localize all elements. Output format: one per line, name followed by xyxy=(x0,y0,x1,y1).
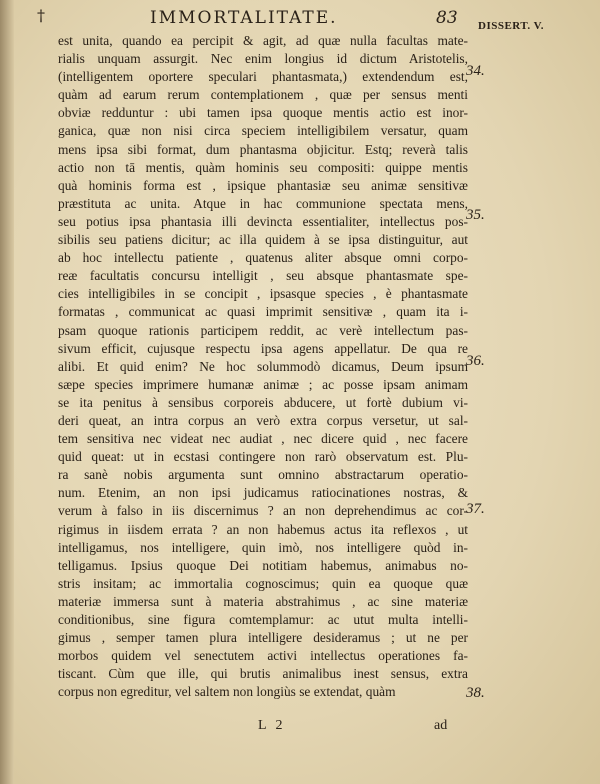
header-dagger-mark: † xyxy=(37,6,45,25)
text-line: psam quoque rationis participem reddit, ac verè intellectum pas- xyxy=(58,322,468,338)
text-line: rialis unquam assurgit. Nec enim longius id dictum Aristotelis, xyxy=(58,51,468,67)
text-line: præstituta ac unita. Atque in hac communione spectata mens, xyxy=(58,195,468,211)
text-line: ab hoc intellectu patiente , quatenus aliter absque omni corpo- xyxy=(58,250,468,266)
text-line: sibilis seu patiens dicitur; ac illa quidem à se ipsa distinguitur, aut xyxy=(58,232,468,248)
margin-paragraph-number: 34. xyxy=(466,63,485,79)
running-title: IMMORTALITATE. xyxy=(150,8,338,28)
margin-paragraph-number: 37. xyxy=(466,501,485,517)
text-line: cies intelligibiles in se concipit , ipsasque species , è phantasmate xyxy=(58,286,468,302)
margin-paragraph-number: 36. xyxy=(466,353,485,369)
text-line: quà hominis forma est , ipsique phantasiæ seu animæ sensitivæ xyxy=(58,177,468,193)
text-line: stris insitam; ac immortalia cognoscimus; quin ea quoque quæ xyxy=(58,575,468,591)
text-line: reæ facultatis concursu intelligit , seu absque phantasmate spe- xyxy=(58,268,468,284)
text-line: se ita penitus à sensibus corporeis abducere, ut fortè dubium vi- xyxy=(58,394,468,410)
text-line: tem sensitiva nec videat nec audiat , nec dicere quid , nec facere xyxy=(58,431,468,447)
text-line: rigimus in iisdem errata ? an non habemus actus ita reflexos , ut xyxy=(58,521,468,537)
text-line: deri queat, an intra corpus an verò extra corpus versetur, ut sal- xyxy=(58,412,468,428)
text-line: ra sanè nobis argumenta sunt omnino abstractarum operatio- xyxy=(58,467,468,483)
page-footer xyxy=(0,718,600,740)
margin-paragraph-number: 35. xyxy=(466,207,485,223)
dissertation-label: DISSERT. V. xyxy=(478,20,544,32)
text-line: gimus , semper tamen plura intelligere desideramus ; ut ne per xyxy=(58,630,468,646)
text-line: est unita, quando ea percipit & agit, ad quæ nulla facultas mate- xyxy=(58,33,468,48)
text-line: (intelligentem oportere speculari phantasmata,) extendendum est, xyxy=(58,69,468,85)
text-line: num. Etenim, an non ipsi judicamus ratiocinationes nostras, & xyxy=(58,485,468,501)
page-number: 83 xyxy=(436,8,458,28)
text-line: actio non tā mentis, quàm hominis seu compositi: quippe mentis xyxy=(58,159,468,175)
text-line: ganica, quæ non nisi circa speciem intelligibilem versatur, quam xyxy=(58,123,468,139)
text-line: morbos quidem vel senectutem activi intellectus operationes fa- xyxy=(58,648,468,664)
text-line: tiscant. Cùm que ille, qui brutis animalibus inest sensus, extra xyxy=(58,666,468,682)
body-text xyxy=(58,32,468,701)
text-line: quàm ad earum rerum contemplationem , quæ per sensus menti xyxy=(58,87,468,103)
text-line: quid queat: ut in ecstasi contingere non rarò observatum est. Plu- xyxy=(58,449,468,465)
text-line: sæpe species imprimere humanæ animæ ; ac posse ipsam animam xyxy=(58,376,468,392)
text-line: seu potius ipsa phantasia illi devincta essentialiter, intellectus pos- xyxy=(58,213,468,229)
margin-paragraph-number: 38. xyxy=(466,685,485,701)
text-line: telligamus. Ipsius quoque Dei notitiam habemus, animabus no- xyxy=(58,557,468,573)
text-line: materiæ immersa sunt à materia abstrahimus , ac sine materiæ xyxy=(58,593,468,609)
page-gutter-shadow xyxy=(0,0,14,784)
text-line: conditionibus, sine figura comtemplamur: ac utut multa intelli- xyxy=(58,612,468,627)
text-line: formatas , communicat ac quasi imprimit sensitivæ , quam ita i- xyxy=(58,304,468,320)
text-line: alibi. Et quid enim? Ne hoc solummodò dicamus, Deum ipsum xyxy=(58,358,468,374)
text-line: verum à falso in iis discernimus ? an non deprehendimus ac cor- xyxy=(58,503,468,519)
text-line: corpus non egreditur, vel saltem non longiùs se extendat, quàm xyxy=(58,684,396,700)
signature-mark: L 2 xyxy=(258,718,286,733)
text-line: sivum efficit, cujusque respectu ipsa agens appellatur. De qua re xyxy=(58,340,468,356)
text-line: obviæ redduntur : ubi tamen ipsa quoque mentis actio est inor- xyxy=(58,105,468,121)
text-line: mens ipsa sibi format, dum phantasma objicitur. Estq; reverà talis xyxy=(58,141,468,157)
page-header xyxy=(0,6,600,32)
catchword: ad xyxy=(434,718,448,733)
text-line: intelligamus, nos intelligere, quin imò, nos intelligere quòd in- xyxy=(58,539,468,555)
